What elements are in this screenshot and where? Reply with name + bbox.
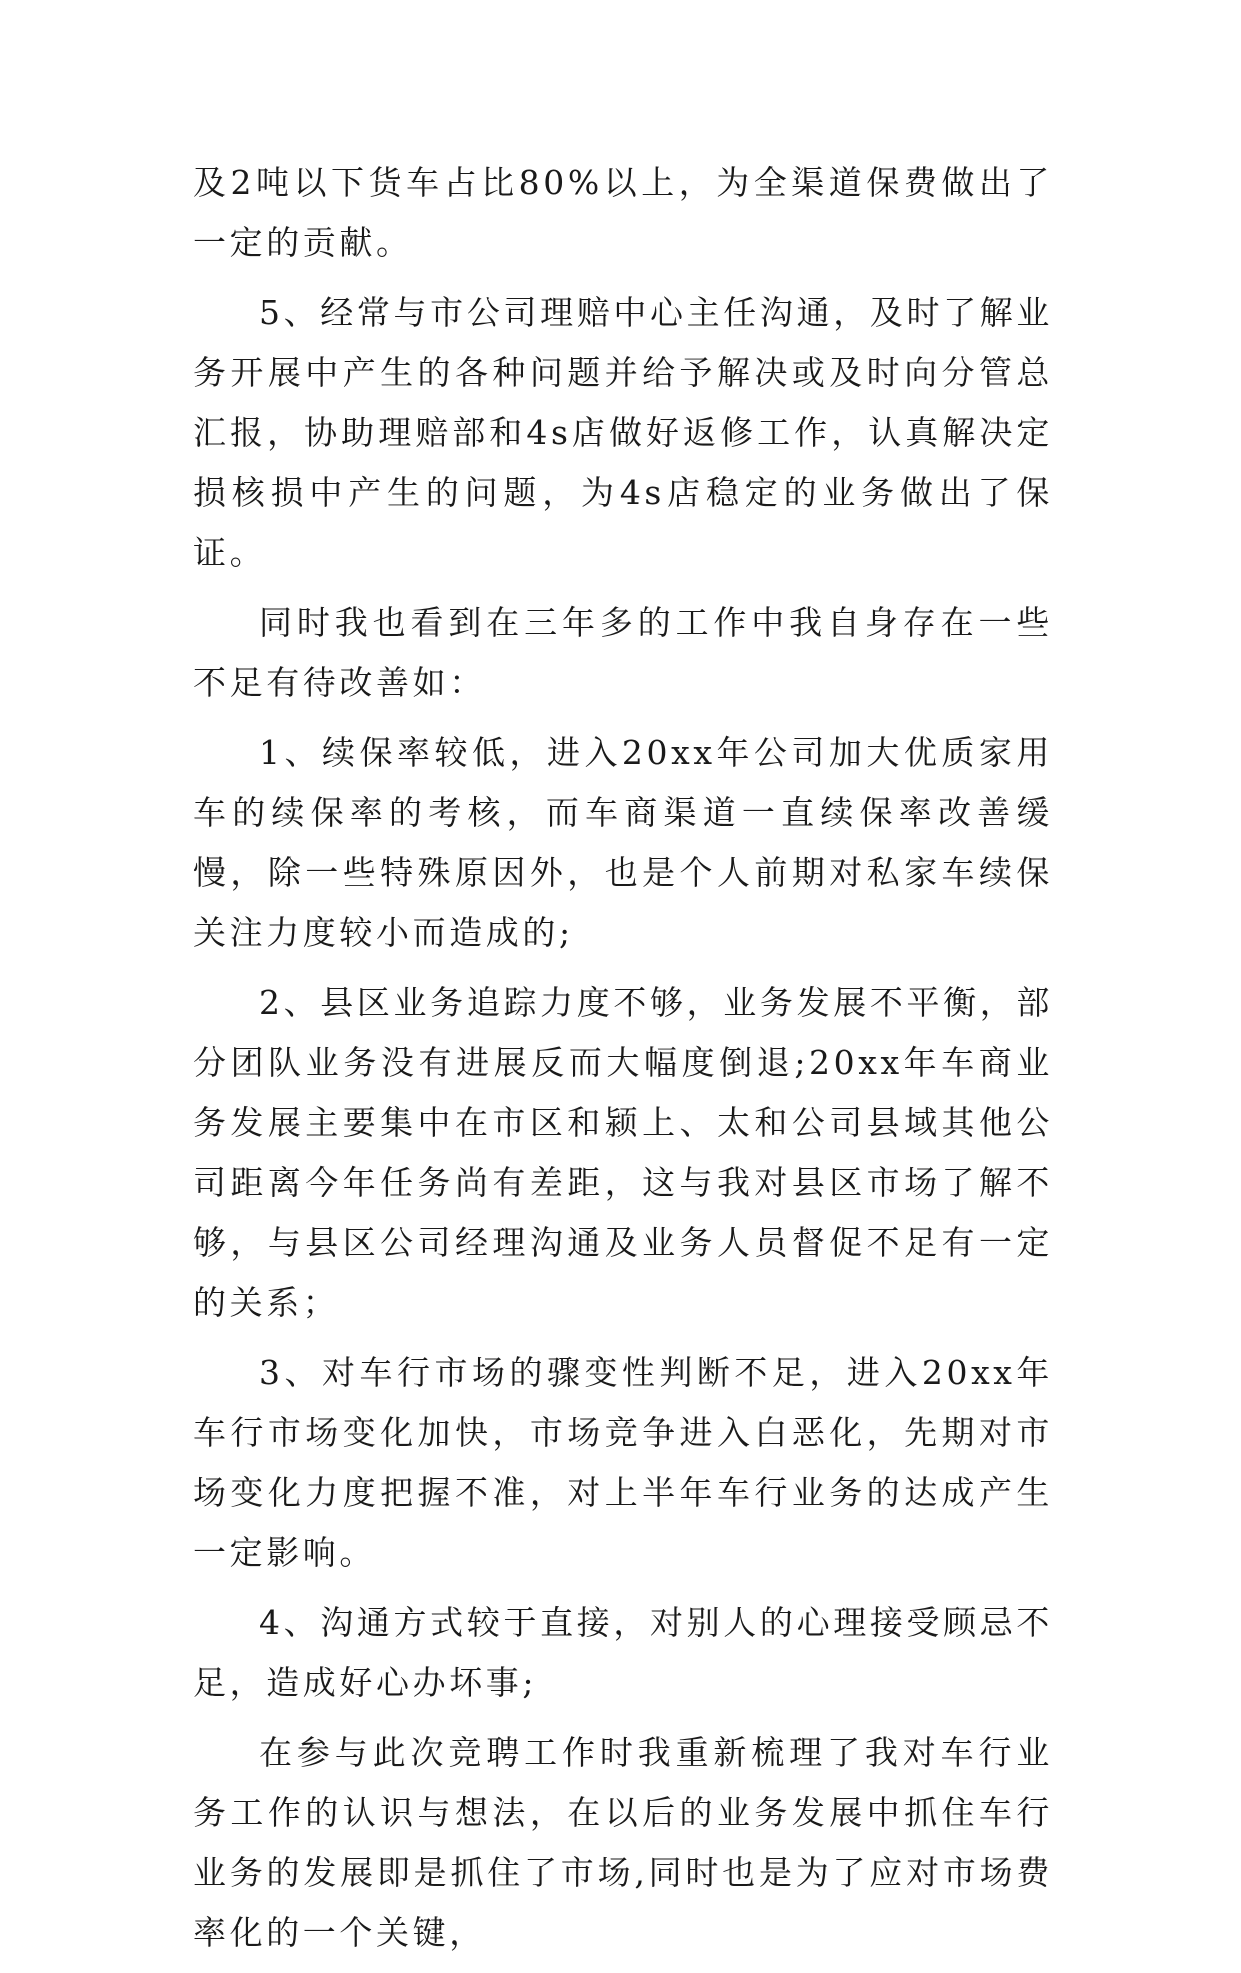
paragraph-1: 及2吨以下货车占比80%以上，为全渠道保费做出了一定的贡献。 — [193, 163, 1053, 262]
paragraph-3: 同时我也看到在三年多的工作中我自身存在一些不足有待改善如： — [193, 603, 1053, 702]
paragraph-2: 5、经常与市公司理赔中心主任沟通，及时了解业务开展中产生的各种问题并给予解决或及时向分管总汇报，协助理赔部和4s店做好返修工作，认真解决定损核损中产生的问题，为4s店稳定的业务做出了保证。 — [193, 293, 1053, 572]
paragraph-6: 3、对车行市场的骤变性判断不足，进入20xx年车行市场变化加快，市场竞争进入白恶化，先期对市场变化力度把握不准，对上半年车行业务的达成产生一定影响。 — [193, 1353, 1053, 1572]
paragraph-5: 2、县区业务追踪力度不够，业务发展不平衡，部分团队业务没有进展反而大幅度倒退;20xx年车商业务发展主要集中在市区和颍上、太和公司县域其他公司距离今年任务尚有差距，这与我对县区市场了解不够，与县区公司经理沟通及业务人员督促不足有一定的关系； — [193, 983, 1053, 1322]
paragraph-7: 4、沟通方式较于直接，对别人的心理接受顾忌不足，造成好心办坏事; — [193, 1603, 1053, 1702]
paragraph-4: 1、续保率较低，进入20xx年公司加大优质家用车的续保率的考核，而车商渠道一直续保率改善缓慢，除一些特殊原因外，也是个人前期对私家车续保关注力度较小而造成的; — [193, 733, 1053, 952]
document-body — [193, 153, 1053, 1973]
paragraph-8: 在参与此次竞聘工作时我重新梳理了我对车行业务工作的认识与想法，在以后的业务发展中抓住车行业务的发展即是抓住了市场,同时也是为了应对市场费率化的一个关键， — [193, 1733, 1053, 1952]
